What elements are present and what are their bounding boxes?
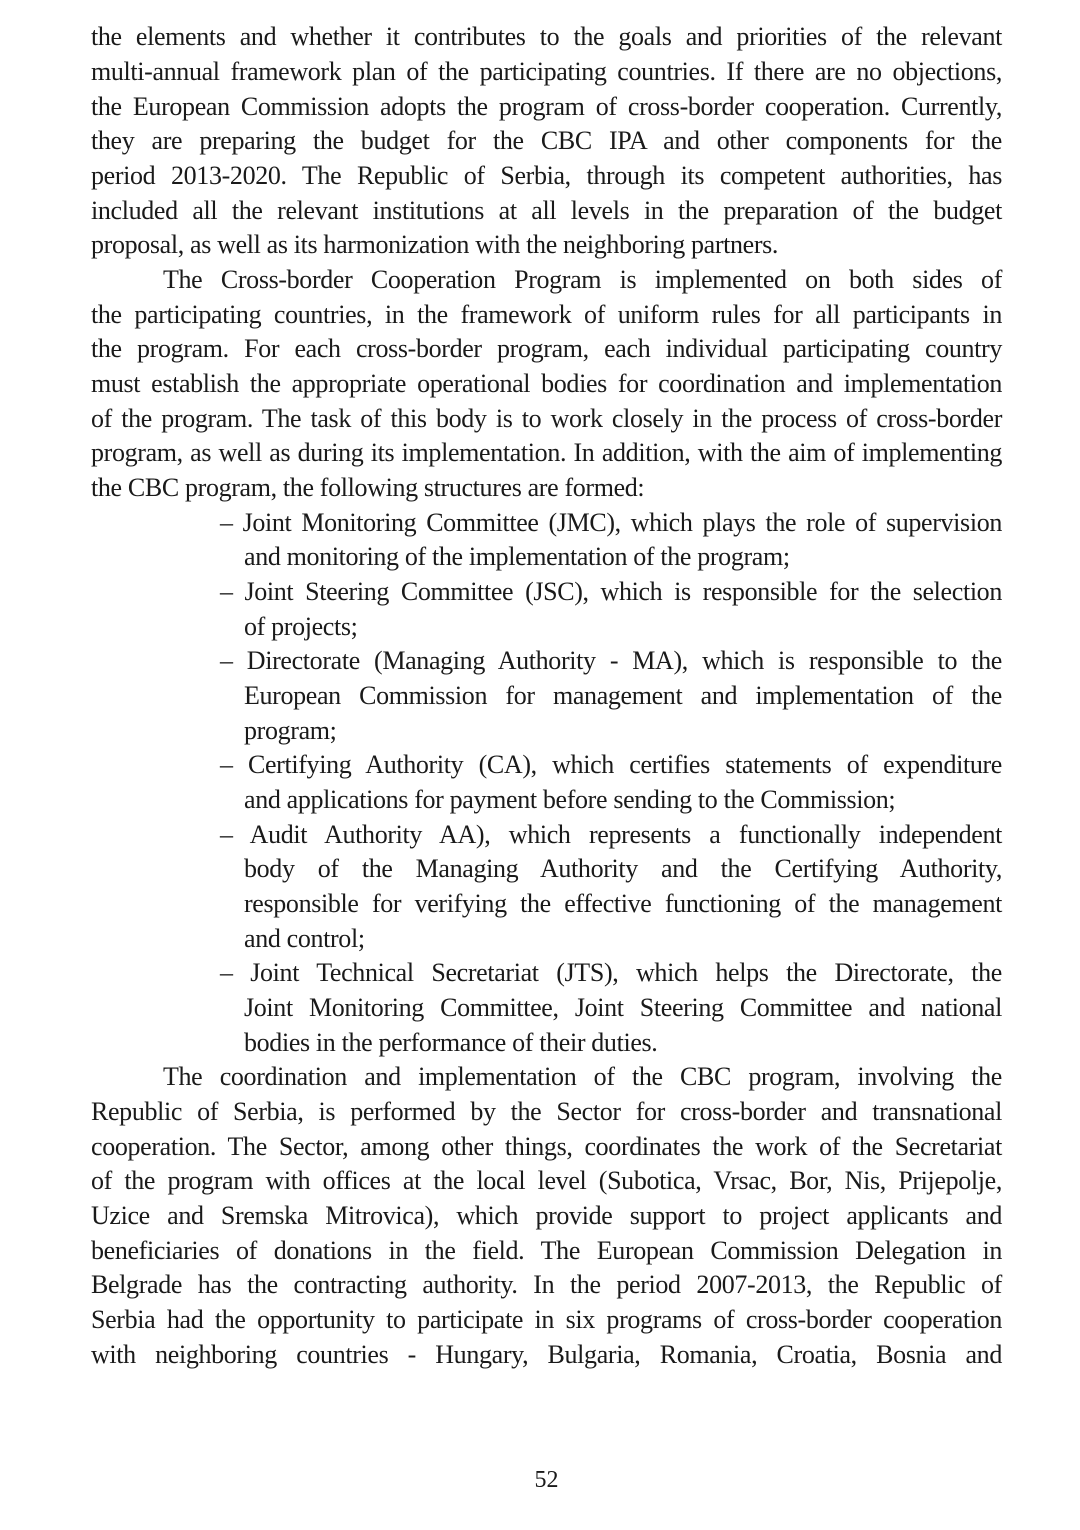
text-line: must establish the appropriate operational bodies for coordination and implementation — [91, 369, 1002, 398]
text-line: of the program. The task of this body is to work closely in the process of cross-border — [91, 404, 1002, 433]
list-item-line: – Directorate (Managing Authority - MA), which is responsible to the — [220, 646, 1002, 675]
list-item-line: – Joint Monitoring Committee (JMC), which plays the role of supervision — [220, 508, 1002, 537]
list-item-line: responsible for verifying the effective functioning of the management — [244, 889, 1002, 918]
text-line: beneficiaries of donations in the field. The European Commission Delegation in — [91, 1236, 1002, 1265]
list-item-line: – Joint Steering Committee (JSC), which is responsible for the selection — [220, 577, 1002, 606]
text-line: Serbia had the opportunity to participate in six programs of cross-border cooperation — [91, 1305, 1002, 1334]
text-line: Uzice and Sremska Mitrovica), which provide support to project applicants and — [91, 1201, 1002, 1230]
text-line: the elements and whether it contributes to the goals and priorities of the relevant — [91, 22, 1002, 51]
text-line: multi-annual framework plan of the participating countries. If there are no objections, — [91, 57, 1002, 86]
text-line: included all the relevant institutions at all levels in the preparation of the budget — [91, 196, 1002, 225]
text-line: Belgrade has the contracting authority. In the period 2007-2013, the Republic of — [91, 1270, 1002, 1299]
text-line: the participating countries, in the framework of uniform rules for all participants in — [91, 300, 1002, 329]
list-item-line: – Certifying Authority (CA), which certifies statements of expenditure — [220, 750, 1002, 779]
text-line: The Cross-border Cooperation Program is implemented on both sides of — [163, 265, 1002, 294]
list-item-line: European Commission for management and implementation of the — [244, 681, 1002, 710]
page-number: 52 — [534, 1467, 559, 1493]
text-line: with neighboring countries - Hungary, Bulgaria, Romania, Croatia, Bosnia and — [91, 1340, 1002, 1369]
text-line: of the program with offices at the local level (Subotica, Vrsac, Bor, Nis, Prijepolje, — [91, 1166, 1002, 1195]
text-line: they are preparing the budget for the CBC IPA and other components for the — [91, 126, 1002, 155]
text-line: program, as well as during its implementation. In addition, with the aim of implementing — [91, 438, 1002, 467]
list-item-line: – Audit Authority AA), which represents a functionally independent — [220, 820, 1002, 849]
text-line: period 2013-2020. The Republic of Serbia, through its competent authorities, has — [91, 161, 1002, 190]
list-item-line: of projects; — [244, 612, 358, 641]
text-line: Republic of Serbia, is performed by the Sector for cross-border and transnational — [91, 1097, 1002, 1126]
text-line: The coordination and implementation of the CBC program, involving the — [163, 1062, 1002, 1091]
text-line: the CBC program, the following structures are formed: — [91, 473, 645, 502]
list-item-line: bodies in the performance of their duties. — [244, 1028, 658, 1057]
list-item-line: and applications for payment before sending to the Commission; — [244, 785, 896, 814]
text-line: the European Commission adopts the program of cross-border cooperation. Currently, — [91, 92, 1002, 121]
document-page — [91, 0, 1002, 1530]
text-line: cooperation. The Sector, among other things, coordinates the work of the Secretariat — [91, 1132, 1002, 1161]
list-item-line: program; — [244, 716, 337, 745]
list-item-line: and control; — [244, 924, 365, 953]
list-item-line: and monitoring of the implementation of the program; — [244, 542, 790, 571]
text-line: proposal, as well as its harmonization with the neighboring partners. — [91, 230, 779, 259]
list-item-line: body of the Managing Authority and the Certifying Authority, — [244, 854, 1002, 883]
text-line: the program. For each cross-border program, each individual participating country — [91, 334, 1002, 363]
list-item-line: Joint Monitoring Committee, Joint Steering Committee and national — [244, 993, 1002, 1022]
list-item-line: – Joint Technical Secretariat (JTS), which helps the Directorate, the — [220, 958, 1002, 987]
